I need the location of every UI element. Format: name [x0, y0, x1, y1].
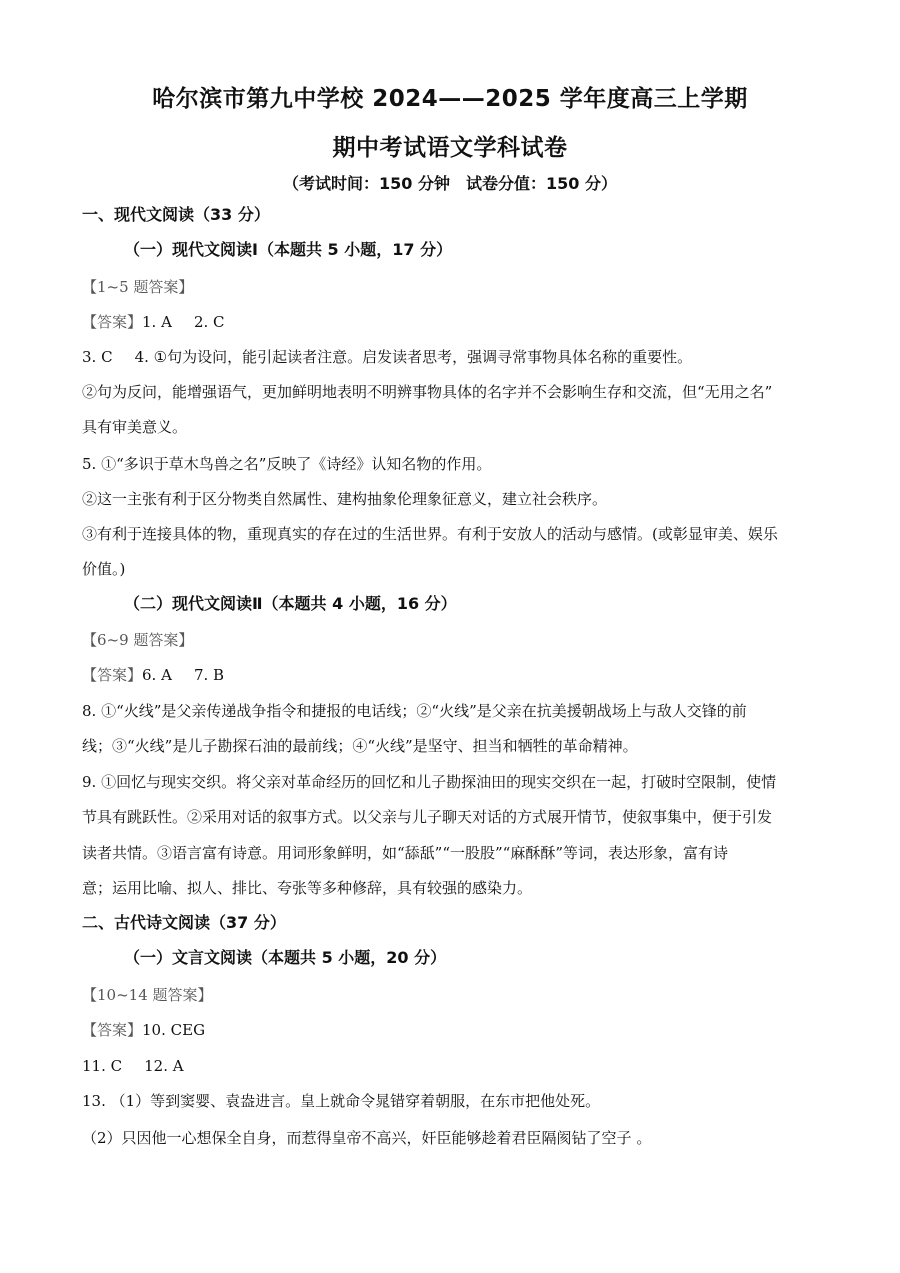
answer-q5-line1: 5. ①“多识于草木鸟兽之名”反映了《诗经》认知名物的作用。: [82, 455, 492, 473]
answer-label: 【答案】: [82, 666, 143, 684]
answer-q7: 7. B: [193, 666, 225, 684]
answer-q4-line1: 4. ①句为设问，能引起读者注意。启发读者思考，强调寻常事物具体名称的重要性。: [134, 348, 693, 366]
q1-5-tag: 【1~5 题答案】: [82, 278, 194, 296]
section-2-part-1-heading: （一）文言文阅读（本题共 5 小题，20 分）: [124, 948, 447, 967]
q10-answer-line: [82, 1020, 205, 1040]
q6-9-tag: 【6~9 题答案】: [82, 631, 194, 649]
answer-q11: 11. C: [82, 1057, 123, 1075]
answer-q9-line3: 读者共情。③语言富有诗意。用词形象鲜明，如“舔舐”“一股股”“麻酥酥”等词，表达形象，富有诗: [82, 844, 729, 862]
answer-q13-line1: 13. （1）等到窦婴、袁盎进言。皇上就命令晁错穿着朝服，在东市把他处死。: [82, 1092, 601, 1110]
exam-info: （考试时间：150 分钟 试卷分值：150 分）: [283, 174, 617, 193]
answer-q2: 2. C: [193, 313, 225, 331]
answer-q9-line2: 节具有跳跃性。②采用对话的叙事方式。以父亲与儿子聊天对话的方式展开情节，使叙事集中，便于引发: [82, 808, 773, 826]
answer-q5-line3: ③有利于连接具体的物，重现真实的存在过的生活世界。有利于安放人的活动与感情。(或彰显审美、娱乐: [82, 525, 778, 543]
q10-14-tag: 【10~14 题答案】: [82, 986, 213, 1004]
section-1-part-2-heading: （二）现代文阅读Ⅱ（本题共 4 小题，16 分）: [124, 594, 457, 613]
answer-q8-line1: 8. ①“火线”是父亲传递战争指令和捷报的电话线；②“火线”是父亲在抗美援朝战场上与敌人交锋的前: [82, 702, 747, 720]
answer-q10: 10. CEG: [142, 1021, 206, 1039]
section-2-heading: 二、古代诗文阅读（37 分）: [82, 913, 286, 932]
q1-2-answer-line: [82, 312, 225, 332]
answer-label: 【答案】: [82, 1021, 143, 1039]
answer-q6: 6. A: [142, 666, 172, 684]
section-1-part-1-heading: （一）现代文阅读Ⅰ（本题共 5 小题，17 分）: [124, 240, 453, 259]
section-1-heading: 一、现代文阅读（33 分）: [82, 205, 270, 224]
answer-q3: 3. C: [82, 348, 113, 366]
answer-q1: 1. A: [142, 313, 172, 331]
answer-q12: 12. A: [144, 1057, 184, 1075]
q11-12-answer-line: [82, 1056, 184, 1076]
answer-q5-line2: ②这一主张有利于区分物类自然属性、建构抽象伦理象征意义，建立社会秩序。: [82, 490, 608, 508]
answer-label: 【答案】: [82, 313, 143, 331]
q3-4-answer-line: [82, 347, 692, 367]
answer-q9-line4: 意；运用比喻、拟人、排比、夸张等多种修辞，具有较强的感染力。: [82, 879, 533, 897]
answer-q4-line3: 具有审美意义。: [82, 418, 188, 436]
document-title-line1: 哈尔滨市第九中学校 2024——2025 学年度高三上学期: [152, 86, 748, 112]
answer-q8-line2: 线；③“火线”是儿子勘探石油的最前线；④“火线”是坚守、担当和牺牲的革命精神。: [82, 737, 638, 755]
answer-q4-line2: ②句为反问，能增强语气，更加鲜明地表明不明辨事物具体的名字并不会影响生存和交流，但“无用之名”: [82, 383, 773, 401]
answer-q5-line4: 价值。): [82, 560, 126, 578]
document-title-line2: 期中考试语文学科试卷: [332, 135, 568, 161]
answer-q13-line2: （2）只因他一心想保全自身，而惹得皇帝不高兴，奸臣能够趁着君臣隔阂钻了空子 。: [82, 1129, 652, 1147]
q6-7-answer-line: [82, 665, 224, 685]
answer-q9-line1: 9. ①回忆与现实交织。将父亲对革命经历的回忆和儿子勘探油田的现实交织在一起，打破时空限制，使情: [82, 773, 777, 791]
